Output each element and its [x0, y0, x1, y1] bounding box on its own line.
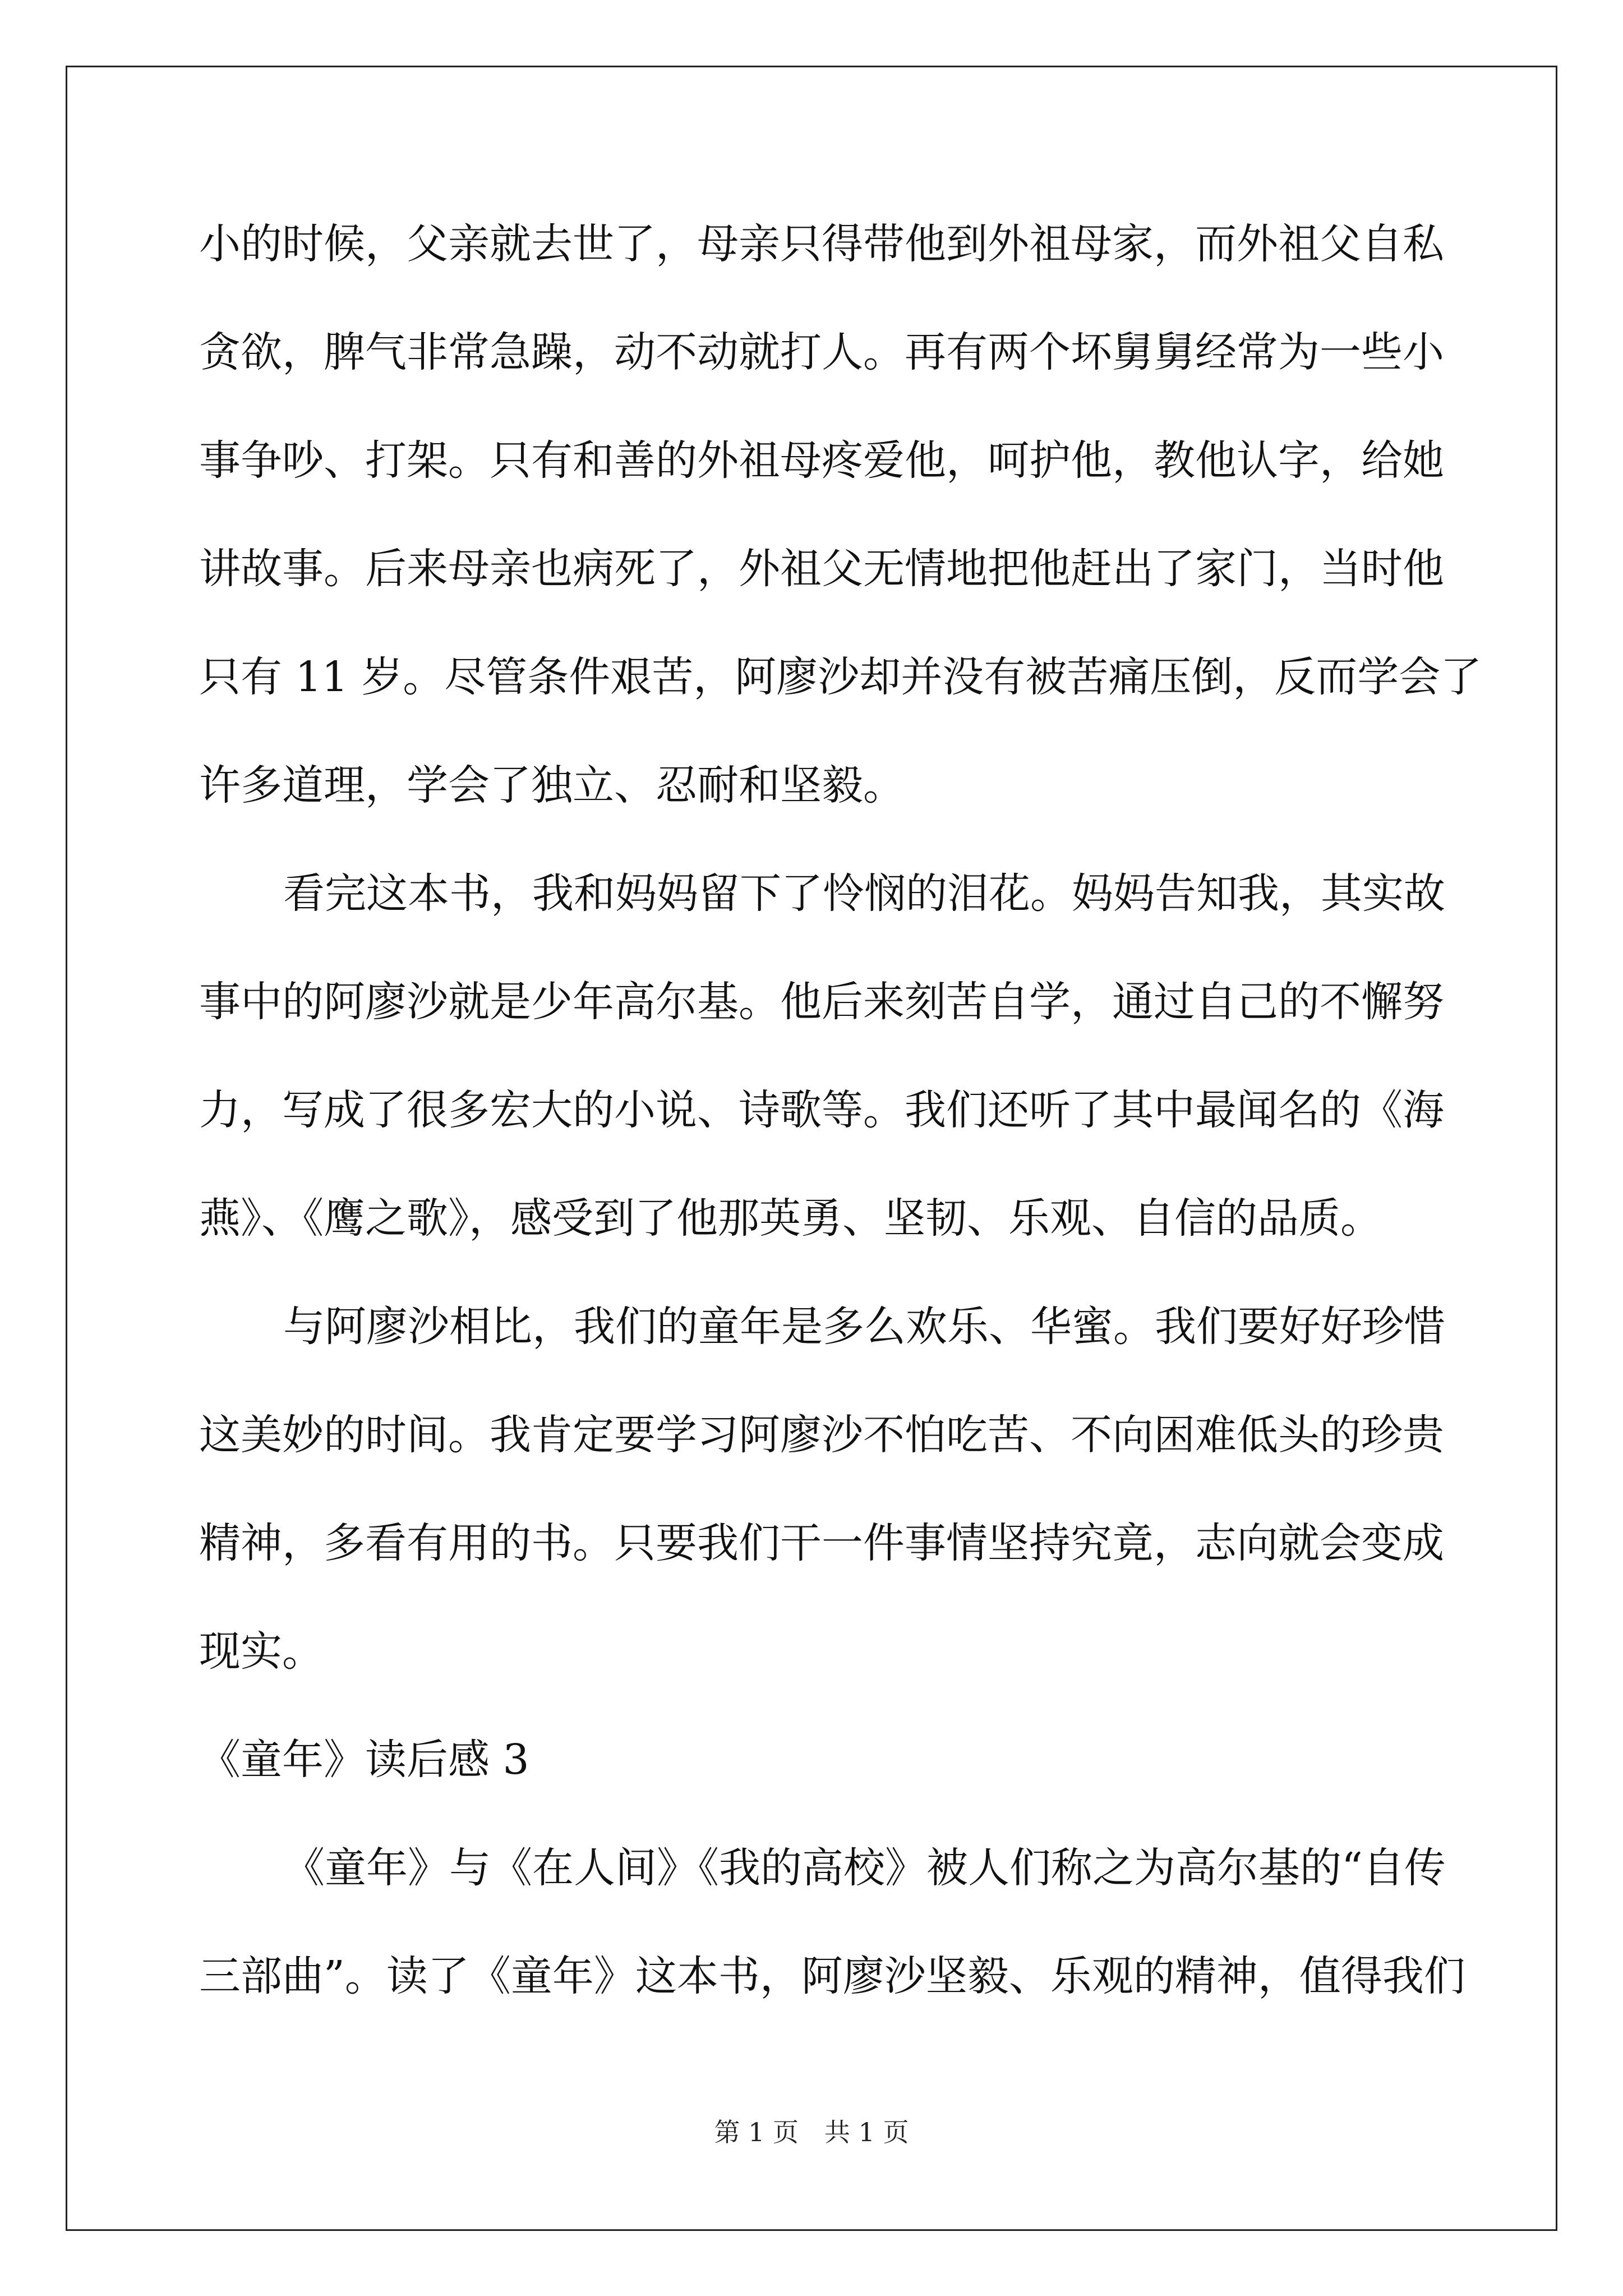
- section-heading: 《童年》读后感 3: [199, 1736, 529, 1784]
- paragraph-line: 讲故事。后来母亲也病死了，外祖父无情地把他赶出了家门，当时他: [199, 545, 1444, 593]
- paragraph-line: 贪欲，脾气非常急躁，动不动就打人。再有两个坏舅舅经常为一些小: [199, 328, 1444, 376]
- paragraph-line: 力，写成了很多宏大的小说、诗歌等。我们还听了其中最闻名的《海: [199, 1086, 1444, 1134]
- paragraph-line: 精神，多看有用的书。只要我们干一件事情坚持究竟，志向就会变成: [199, 1519, 1444, 1567]
- paragraph-line: 看完这本书，我和妈妈留下了怜悯的泪花。妈妈告知我，其实故: [283, 869, 1445, 918]
- paragraph-line: 现实。: [199, 1627, 324, 1676]
- paragraph-line: 小的时候，父亲就去世了，母亲只得带他到外祖母家，而外祖父自私: [199, 220, 1444, 268]
- paragraph-line: 事中的阿廖沙就是少年高尔基。他后来刻苦自学，通过自己的不懈努: [199, 978, 1444, 1026]
- paragraph-line: 燕》、《鹰之歌》，感受到了他那英勇、坚韧、乐观、自信的品质。: [199, 1194, 1382, 1243]
- paragraph-line: 与阿廖沙相比，我们的童年是多么欢乐、华蜜。我们要好好珍惜: [283, 1303, 1445, 1351]
- paragraph-line: 许多道理，学会了独立、忍耐和坚毅。: [199, 761, 905, 809]
- paragraph-line: 三部曲”。读了《童年》这本书，阿廖沙坚毅、乐观的精神，值得我们: [199, 1952, 1465, 2000]
- paragraph-line: 《童年》与《在人间》《我的高校》被人们称之为高尔基的“自传: [283, 1844, 1446, 1892]
- paragraph-line: 事争吵、打架。只有和善的外祖母疼爱他，呵护他，教他认字，给她: [199, 436, 1444, 485]
- paragraph-line: 这美妙的时间。我肯定要学习阿廖沙不怕吃苦、不向困难低头的珍贵: [199, 1411, 1444, 1459]
- page-number-footer: 第 1 页 共 1 页: [714, 2117, 909, 2147]
- paragraph-line: 只有 11 岁。尽管条件艰苦，阿廖沙却并没有被苦痛压倒，反而学会了: [199, 653, 1482, 701]
- document-body: [199, 213, 1482, 2054]
